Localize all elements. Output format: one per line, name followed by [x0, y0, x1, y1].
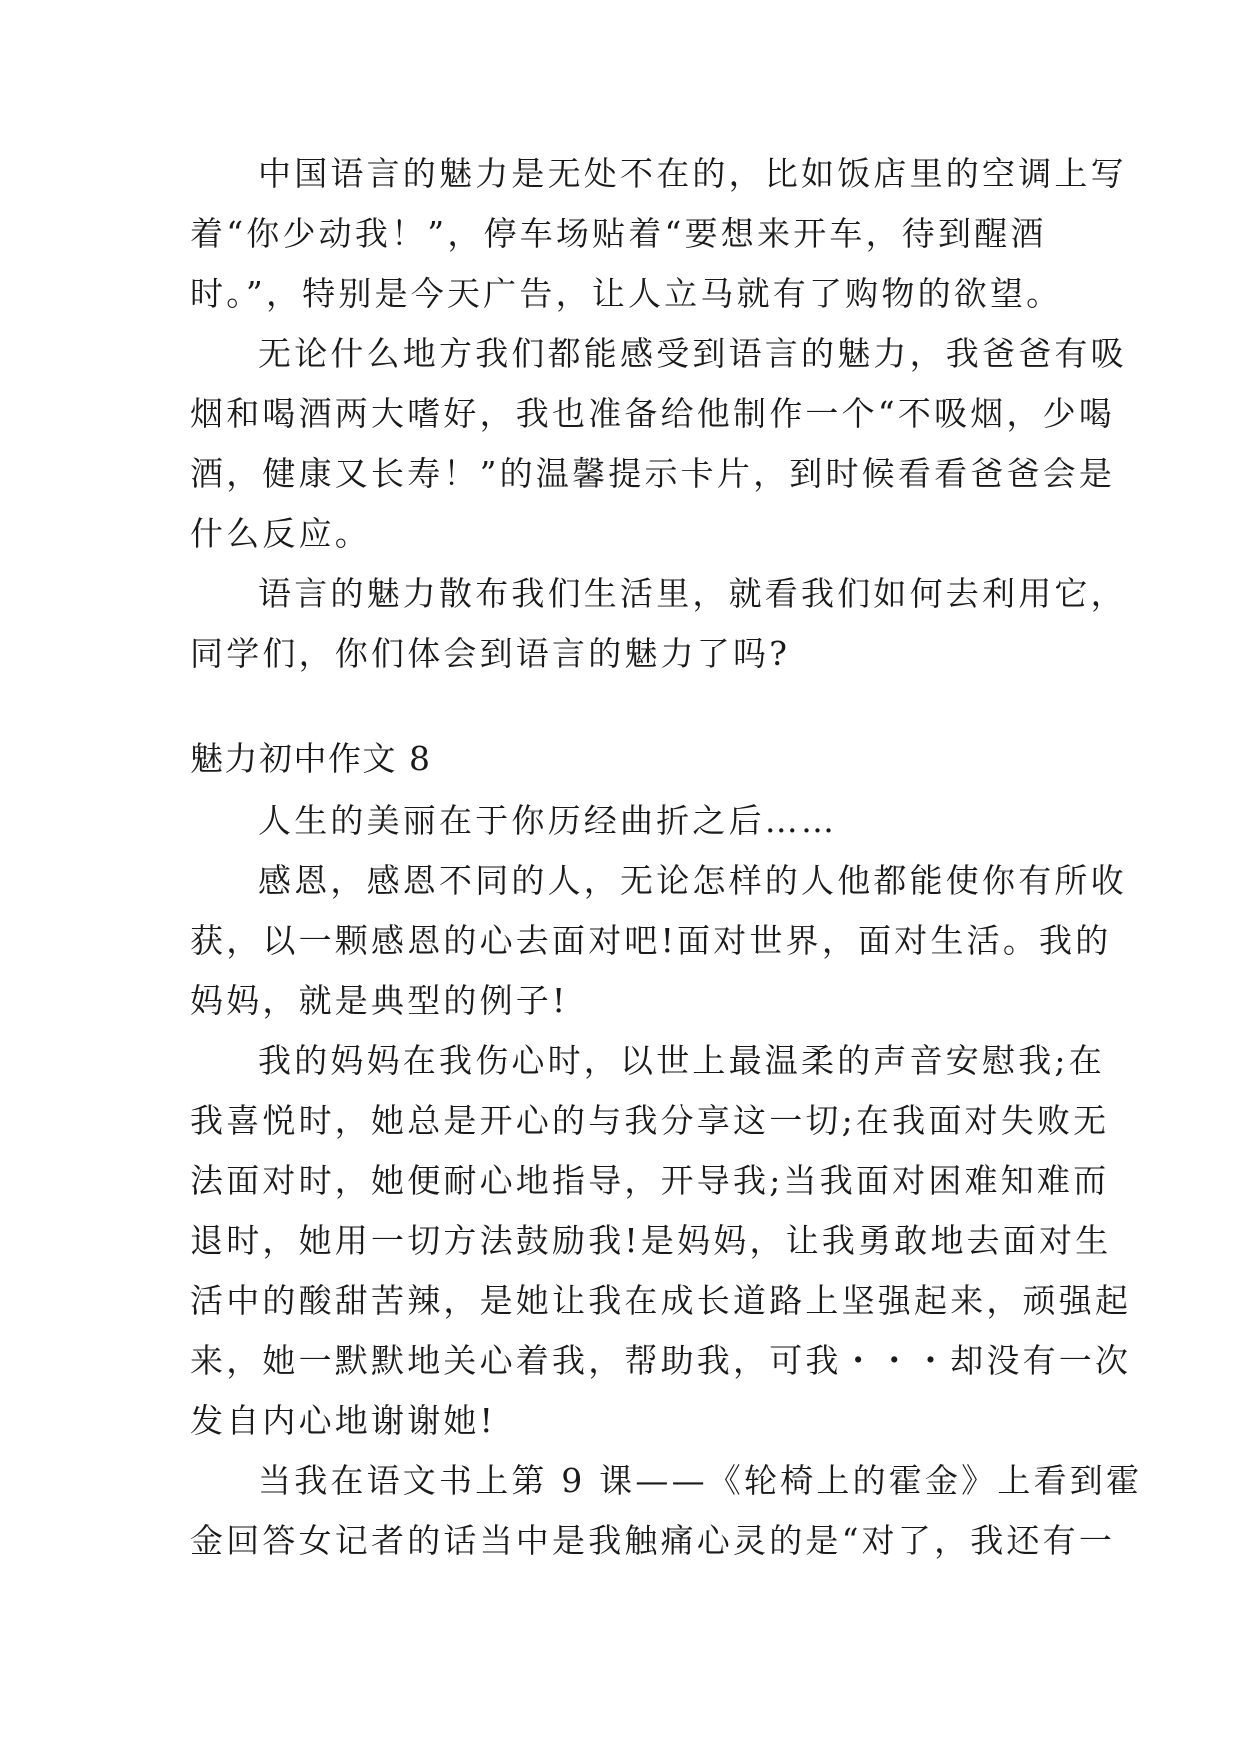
paragraph-2-line-3: 酒，健康又长寿！”的温馨提示卡片，到时候看看爸爸会是: [190, 454, 1116, 493]
paragraph-2-line-4: 什么反应。: [190, 514, 371, 553]
paragraph-2-line-1: 无论什么地方我们都能感受到语言的魅力，我爸爸有吸: [258, 334, 1127, 373]
paragraph-6-line-4: 退时，她用一切方法鼓励我!是妈妈，让我勇敢地去面对生: [190, 1221, 1112, 1260]
paragraph-6-line-2: 我喜悦时，她总是开心的与我分享这一切;在我面对失败无: [190, 1101, 1110, 1140]
paragraph-6-line-6: 来，她一默默地关心着我，帮助我，可我・・・却没有一次: [190, 1341, 1132, 1380]
paragraph-6-line-3: 法面对时，她便耐心地指导，开导我;当我面对困难知难而: [190, 1161, 1110, 1200]
paragraph-1-line-1: 中国语言的魅力是无处不在的，比如饭店里的空调上写: [258, 154, 1127, 193]
paragraph-5-line-3: 妈妈，就是典型的例子!: [190, 981, 569, 1020]
paragraph-6-line-7: 发自内心地谢谢她!: [190, 1401, 497, 1440]
paragraph-6-line-1: 我的妈妈在我伤心时，以世上最温柔的声音安慰我;在: [258, 1041, 1105, 1080]
paragraph-5-line-2: 获，以一颗感恩的心去面对吧!面对世界，面对生活。我的: [190, 921, 1112, 960]
paragraph-3-line-1: 语言的魅力散布我们生活里，就看我们如何去利用它，: [258, 574, 1127, 613]
paragraph-2-line-2: 烟和喝酒两大嗜好，我也准备给他制作一个“不吸烟，少喝: [190, 394, 1116, 433]
paragraph-6-line-5: 活中的酸甜苦辣，是她让我在成长道路上坚强起来，顽强起: [190, 1281, 1132, 1320]
paragraph-1-line-3: 时。”，特别是今天广告，让人立马就有了购物的欲望。: [190, 274, 1063, 313]
paragraph-7-line-2: 金回答女记者的话当中是我触痛心灵的是“对了，我还有一: [190, 1521, 1116, 1560]
paragraph-4-line-1: 人生的美丽在于你历经曲折之后……: [258, 801, 838, 840]
section-heading: 魅力初中作文 8: [190, 739, 432, 778]
paragraph-7-line-1: 当我在语文书上第 9 课——《轮椅上的霍金》上看到霍: [258, 1461, 1143, 1500]
paragraph-3-line-2: 同学们，你们体会到语言的魅力了吗?: [190, 634, 791, 673]
paragraph-5-line-1: 感恩，感恩不同的人，无论怎样的人他都能使你有所收: [258, 861, 1127, 900]
paragraph-1-line-2: 着“你少动我！”，停车场贴着“要想来开车，待到醒酒: [190, 214, 1047, 253]
